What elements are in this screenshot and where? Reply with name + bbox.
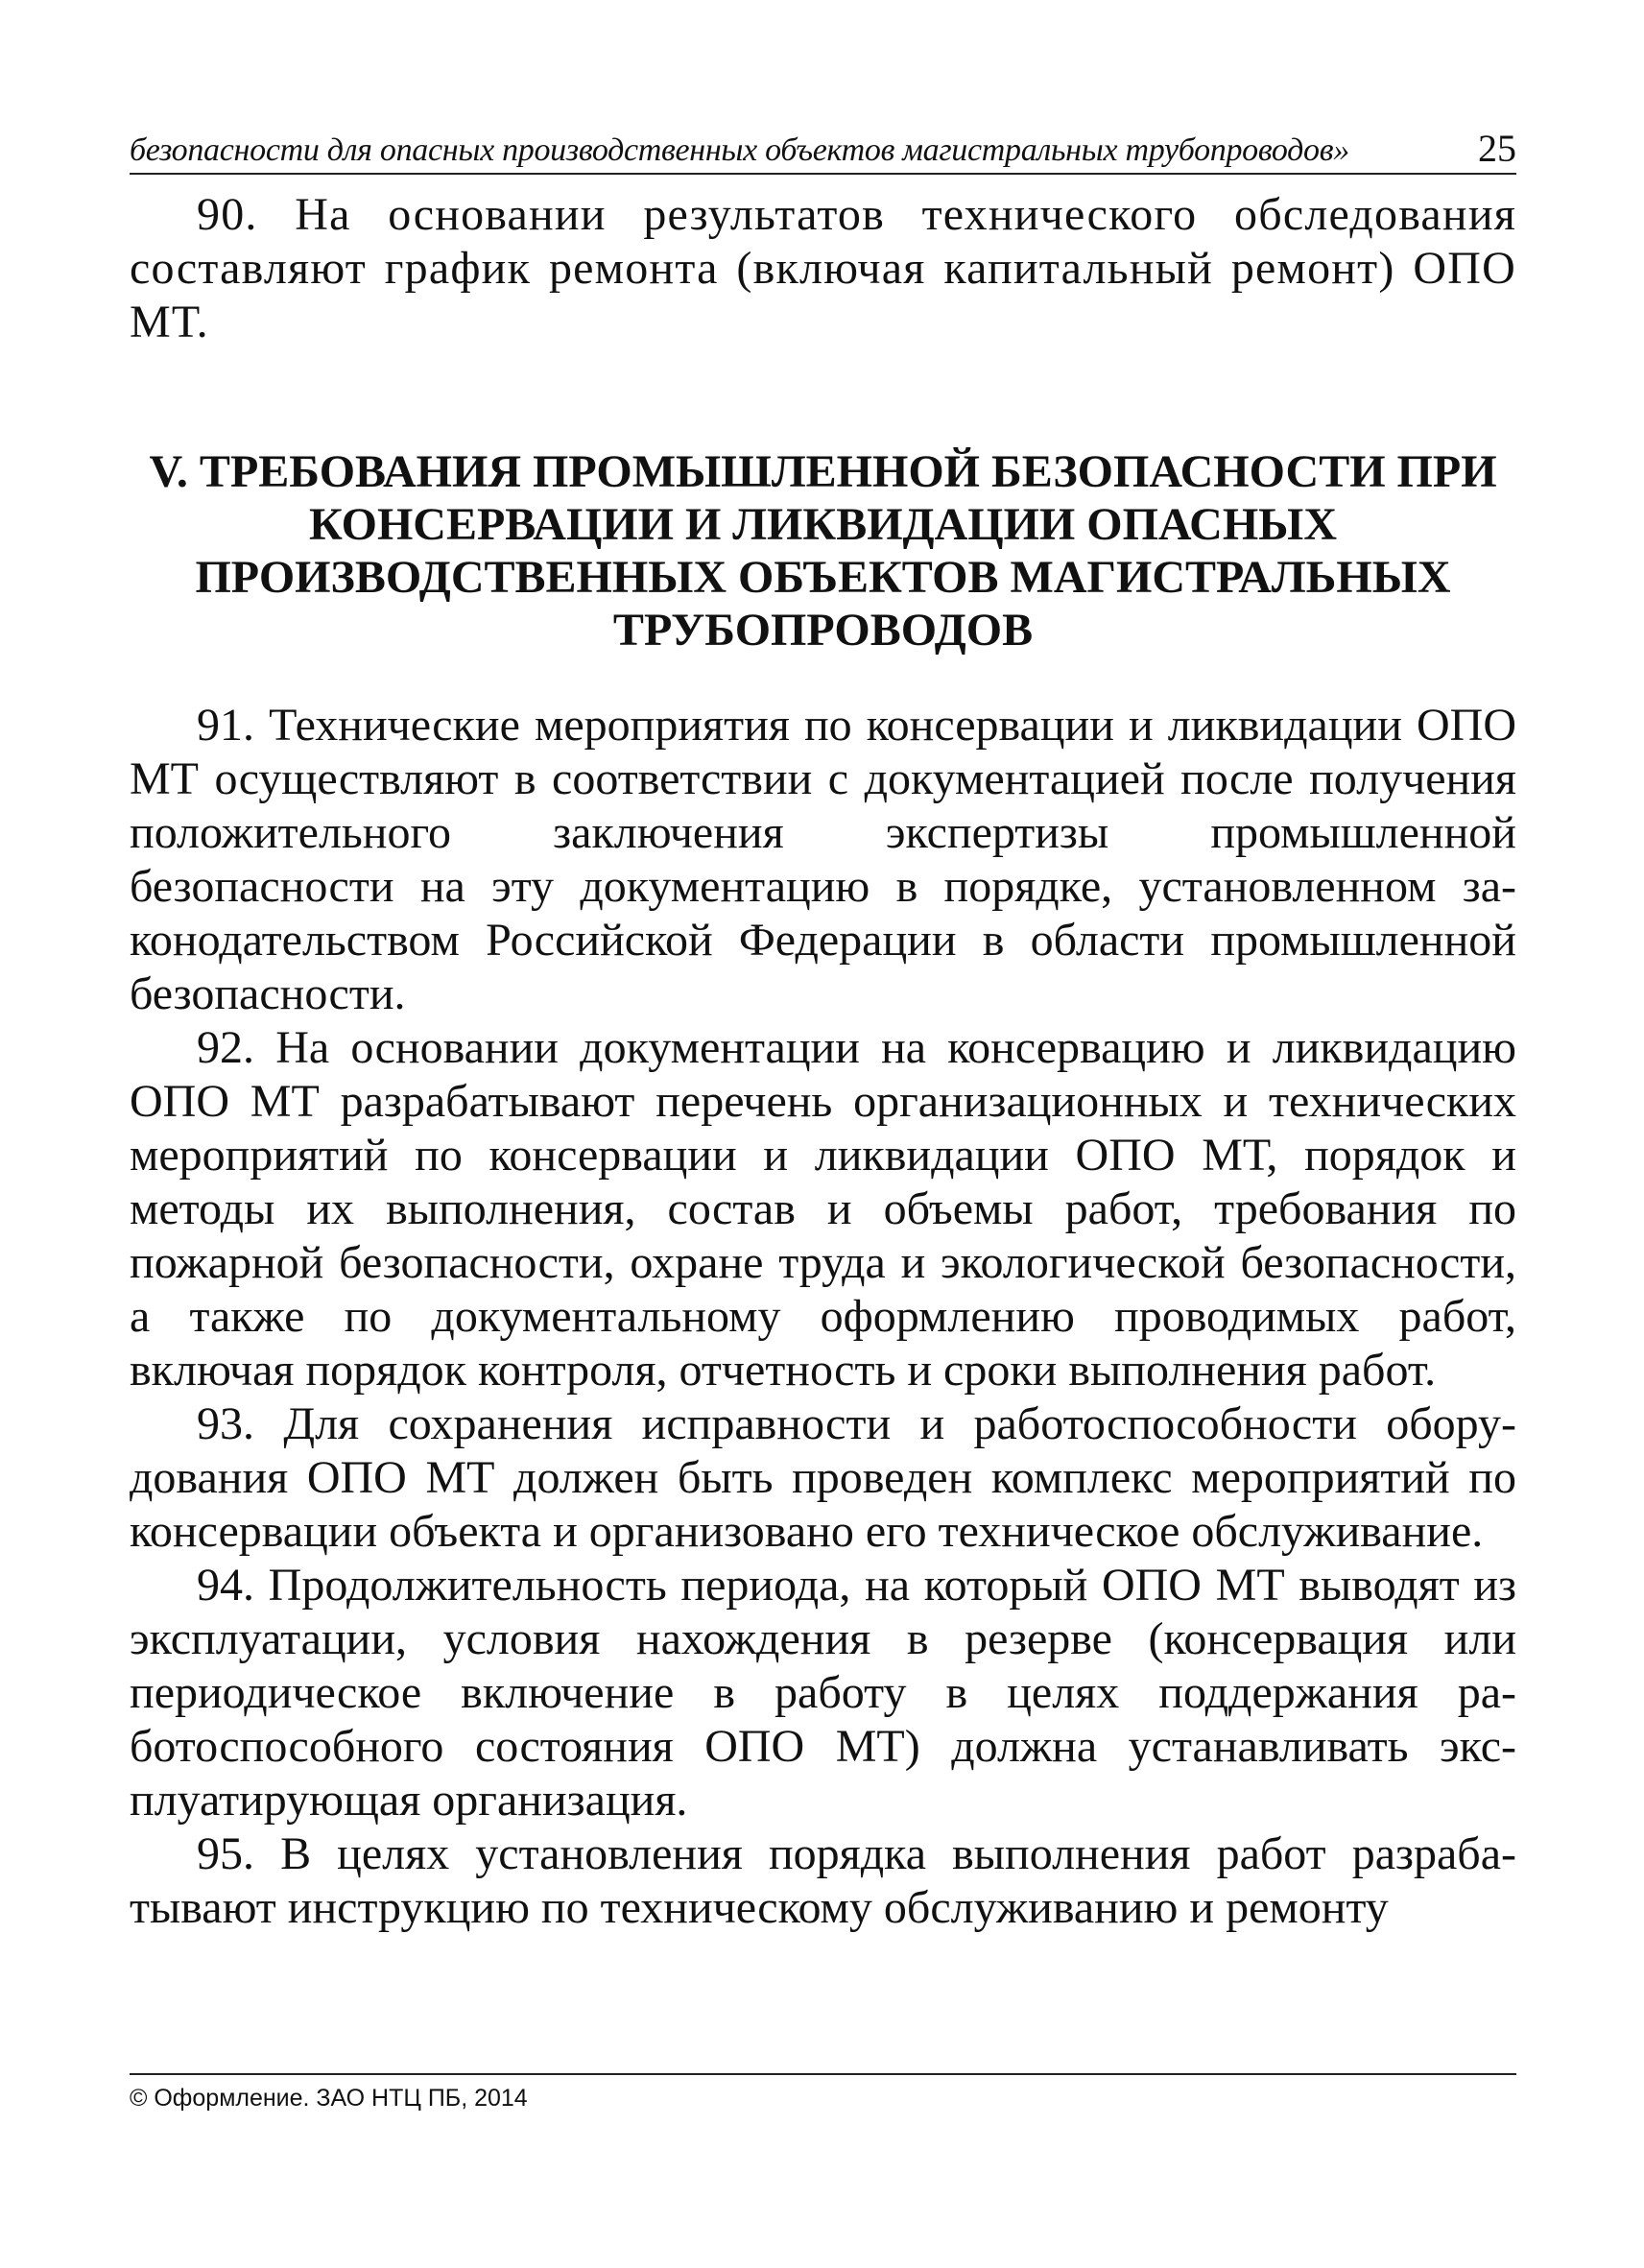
paragraph-94: 94. Продолжительность периода, на который ОПО МТ выводят из эксплуатации, условия нахождения в резерве (консервация или периодическое включение в работу в целях поддержания работоспособного состояния ОПО МТ) должна устанавливать эксплуатирующая организация. bbox=[130, 1560, 1516, 1826]
footer-copyright: © Оформление. ЗАО НТЦ ПБ, 2014 bbox=[130, 2073, 1516, 2113]
paragraph-93: 93. Для сохранения исправности и работоспособности оборудования ОПО МТ должен быть проведен комплекс мероприятий по консервации объекта и организовано его техническое обслуживание. bbox=[130, 1398, 1516, 1557]
paragraph-91: 91. Технические мероприятия по консервации и ликвидации ОПО МТ осуществляют в соответствии с документацией после получения положительного заключения экспертизы промышленной безопасности на эту документацию в порядке, установленном законодательством Российской Федерации в области промышленной безопасности. bbox=[130, 700, 1516, 1019]
page-number: 25 bbox=[1478, 127, 1516, 170]
paragraph-92: 92. На основании документации на консервацию и ликвидацию ОПО МТ разрабатывают перечень организационных и технических мероприятий по консервации и ликвидации ОПО МТ, порядок и методы их выполнения, состав и объемы работ, требования по пожарной безопасности, охране труда и экологической безопасности, а также по документальному оформлению проводимых работ, включая порядок контроля, отчетность и сроки выполнения работ. bbox=[130, 1022, 1516, 1396]
paragraph-95: 95. В целях установления порядка выполнения работ разрабатывают инструкцию по техническому обслуживанию и ремонту bbox=[130, 1828, 1516, 1933]
running-title: безопасности для опасных производственных объектов магистральных трубопроводов» bbox=[130, 132, 1349, 168]
body-text bbox=[130, 188, 1516, 1935]
running-header bbox=[130, 123, 1516, 175]
section-heading: V. ТРЕБОВАНИЯ ПРОМЫШЛЕННОЙ БЕЗОПАСНОСТИ ПРИ КОНСЕРВАЦИИ И ЛИКВИДАЦИИ ОПАСНЫХ ПРОИЗВОДСТВЕННЫХ ОБЪЕКТОВ МАГИСТРАЛЬНЫХ ТРУБОПРОВОДОВ bbox=[149, 446, 1497, 656]
paragraph-90: 90. На основании результатов технического обследования составляют график ремонта (включая капитальный ремонт) ОПО МТ. bbox=[130, 189, 1516, 347]
